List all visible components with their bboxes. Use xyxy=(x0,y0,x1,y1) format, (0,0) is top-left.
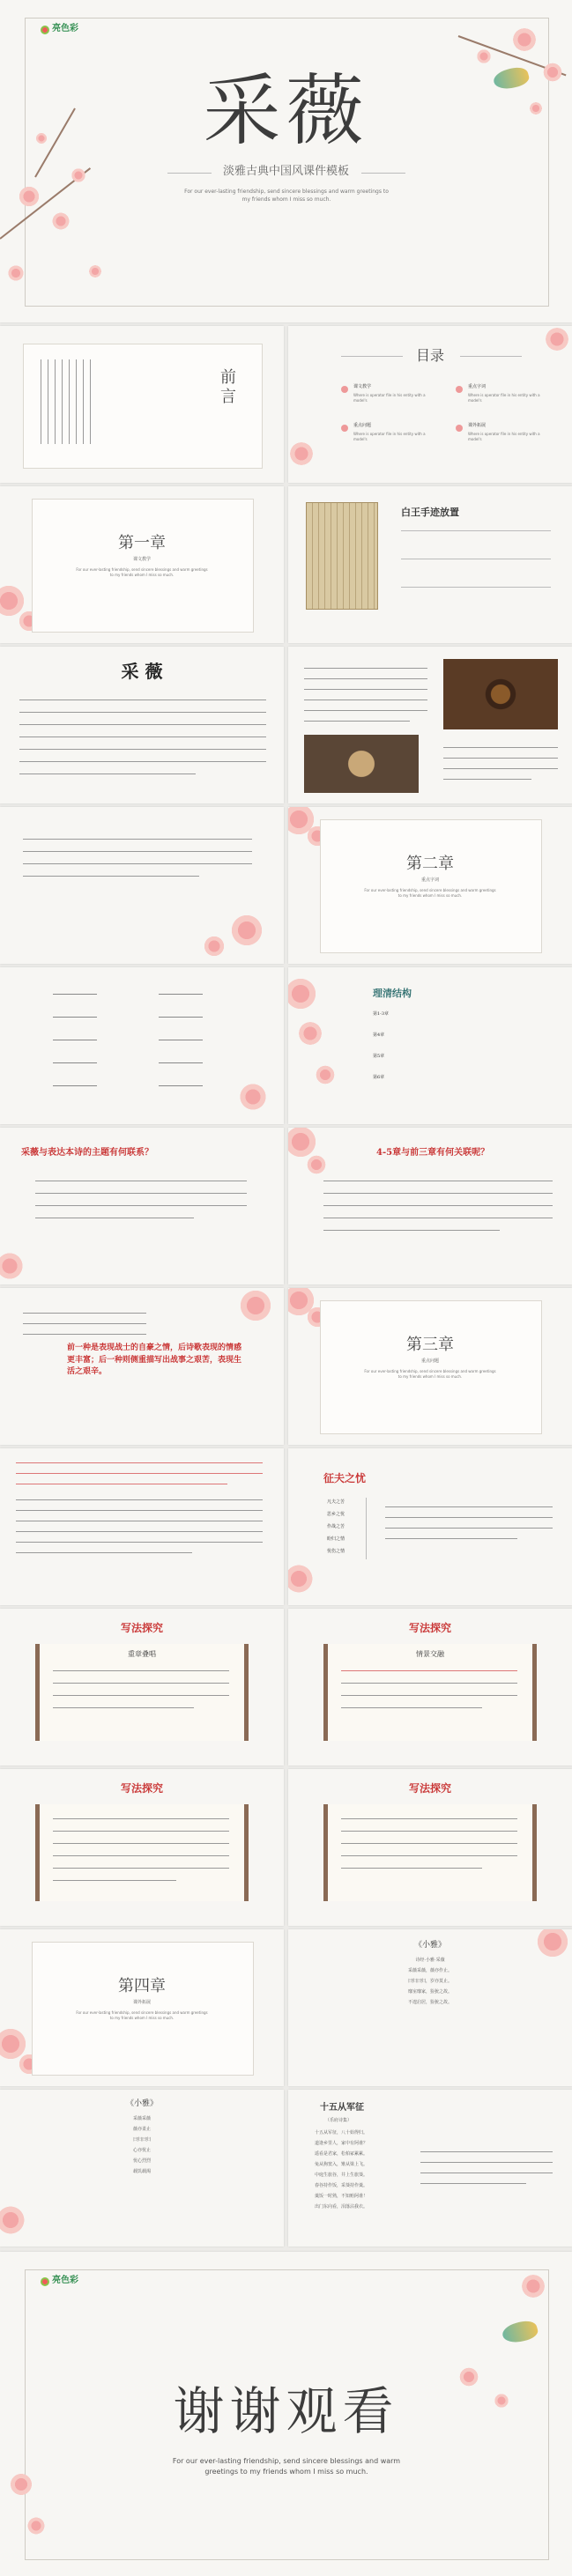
cover-title: 采薇 xyxy=(203,65,369,156)
chapter1-sub: 课文教学 xyxy=(132,557,151,562)
writing-method-slide-4[interactable] xyxy=(288,1769,572,1926)
toc-slide[interactable]: 目录 课文教学 Where is operator file in his entity with a model's 重点字词 Where is operator file in his entity with a model's 重点问题 Where is operator file in his entity with a model's 课外拓展 Where is operator file in his entity with a model's xyxy=(288,326,572,483)
xiaoya2-line: 心亦忧止 xyxy=(132,2148,151,2153)
writing-method-slide-3[interactable] xyxy=(0,1769,284,1926)
chapter4-slide[interactable] xyxy=(0,1929,284,2086)
structure-slide[interactable] xyxy=(288,967,572,1124)
worries-item: 盼归之情 xyxy=(327,1536,345,1542)
method3-title: 写法探究 xyxy=(120,1782,163,1795)
xiaoya2-line: 曰归曰归 xyxy=(132,2137,151,2143)
thanks-slide[interactable] xyxy=(0,2252,572,2576)
cover-slide[interactable] xyxy=(0,0,572,322)
analysis-slide[interactable] xyxy=(0,1448,284,1605)
chapter2-slide[interactable] xyxy=(288,807,572,964)
method2-heading: 情景交融 xyxy=(416,1650,444,1658)
worries-item: 思乡之忧 xyxy=(327,1512,345,1517)
structure-item: 第4章 xyxy=(373,1033,385,1038)
toc-title: 目录 xyxy=(415,347,444,364)
chapter4-english: For our ever-lasting friendship, send sincere blessings and warm greetings to my friends whom I miss so much. xyxy=(76,2010,208,2020)
worries-slide[interactable] xyxy=(288,1448,572,1605)
cover-rule-right xyxy=(361,173,405,174)
chapter4-sub: 课外拓展 xyxy=(132,2000,151,2005)
chapter4-title: 第四章 xyxy=(118,1977,166,1995)
contrast-slide[interactable] xyxy=(0,1288,284,1445)
xiaoya2-heading: 《小雅》 xyxy=(125,2099,158,2108)
poem2-line: 遥看是君家，松柏冢累累。 xyxy=(315,2151,368,2157)
chapter1-slide[interactable] xyxy=(0,486,284,643)
poem2-line: 羹饭一时熟，不知贻阿谁！ xyxy=(315,2194,368,2199)
xiaoya-slide-1[interactable] xyxy=(288,1929,572,2086)
worries-title: 征夫之忧 xyxy=(323,1472,367,1484)
writing-method-slide-1[interactable] xyxy=(0,1609,284,1765)
xiaoya1-line: 曰归曰归，岁亦莫止。 xyxy=(407,1979,452,1984)
preface-slide[interactable] xyxy=(0,326,284,483)
xiaoya2-line: 载饥载渴 xyxy=(132,2169,151,2174)
method2-title: 写法探究 xyxy=(408,1622,451,1634)
worries-item: 忧伤之情 xyxy=(327,1549,345,1554)
xiaoya1-line: 诗经·小雅·采薇 xyxy=(415,1958,445,1963)
photo-slide[interactable] xyxy=(288,647,572,803)
writing-method-slide-2[interactable] xyxy=(288,1609,572,1765)
logo-icon xyxy=(41,26,49,34)
method4-title: 写法探究 xyxy=(408,1782,451,1795)
chapter1-english: For our ever-lasting friendship, send sincere blessings and warm greetings to my friends whom I miss so much. xyxy=(76,567,208,577)
logo-icon xyxy=(41,2277,49,2286)
contrast-highlight: 前一种是表现战士的自豪之情，后诗歌表现的情感更丰富；后一种则侧重描写出战事之艰苦，表现生活之艰辛。 xyxy=(67,1344,242,1376)
chapter3-title: 第三章 xyxy=(406,1336,454,1354)
poem2-line: 兔从狗窦入，雉从梁上飞。 xyxy=(315,2162,368,2167)
manuscript-image xyxy=(306,502,378,610)
theme-question-slide[interactable] xyxy=(0,1128,284,1284)
poem2-line: 道逢乡里人，家中有阿谁？ xyxy=(315,2141,368,2146)
vocab-slide[interactable] xyxy=(0,967,284,1124)
chapter-relation-slide[interactable] xyxy=(288,1128,572,1284)
thanks-english: For our ever-lasting friendship, send sincere blessings and warm greetings to my friends whom I miss so much. xyxy=(172,2457,401,2476)
poem2-subtitle: （乐府诗集） xyxy=(325,2118,353,2123)
cover-frame xyxy=(25,18,549,307)
preface-heading: 前言 xyxy=(220,368,236,406)
worries-item: 凡夫之苦 xyxy=(327,1499,345,1505)
poem2-line: 十五从军征，八十始得归。 xyxy=(315,2130,368,2136)
fifteen-soldier-slide[interactable] xyxy=(288,2090,572,2247)
chapter2-title: 第二章 xyxy=(406,855,454,873)
structure-item: 第6章 xyxy=(373,1075,385,1080)
logo-text: 亮色彩 xyxy=(52,24,78,33)
worries-item: 作战之苦 xyxy=(327,1524,345,1529)
manuscript-slide[interactable] xyxy=(288,486,572,643)
poem2-line: 出门东向看，泪落沾我衣。 xyxy=(315,2204,368,2210)
cover-subtitle: 淡雅古典中国风课件模板 xyxy=(222,165,349,178)
poem2-line: 中庭生旅谷，井上生旅葵。 xyxy=(315,2173,368,2178)
structure-item: 第1-3章 xyxy=(373,1011,390,1017)
chapter3-slide[interactable] xyxy=(288,1288,572,1445)
notes-slide[interactable] xyxy=(0,807,284,964)
stone-photo xyxy=(304,735,419,793)
relation-question: 4-5章与前三章有何关联呢？ xyxy=(376,1148,490,1158)
xiaoya1-line: 不遑启居，猃狁之故。 xyxy=(407,2000,452,2005)
chapter1-title: 第一章 xyxy=(118,534,166,552)
chapter3-english: For our ever-lasting friendship, send sincere blessings and warm greetings to my friends whom I miss so much. xyxy=(364,1369,496,1379)
chapter2-sub: 重点字词 xyxy=(420,877,439,883)
structure-item: 第5章 xyxy=(373,1054,385,1059)
theme-question: 采薇与表达本诗的主题有何联系？ xyxy=(21,1148,153,1158)
xiaoya2-line: 薇亦柔止 xyxy=(132,2127,151,2132)
poem-slide[interactable] xyxy=(0,647,284,803)
xiaoya-slide-2[interactable] xyxy=(0,2090,284,2247)
xiaoya2-line: 忧心烈烈 xyxy=(132,2158,151,2164)
xiaoya1-line: 靡室靡家，猃狁之故。 xyxy=(407,1989,452,1995)
method1-heading: 重章叠唱 xyxy=(128,1650,156,1658)
logo-text: 亮色彩 xyxy=(52,2276,78,2285)
chapter3-sub: 重点问题 xyxy=(420,1358,439,1364)
xiaoya1-heading: 《小雅》 xyxy=(413,1941,446,1950)
structure-title: 理清结构 xyxy=(373,988,412,999)
door-knocker-photo xyxy=(443,659,558,729)
thanks-title: 谢谢观看 xyxy=(173,2381,399,2441)
method1-title: 写法探究 xyxy=(120,1622,163,1634)
poem2-title: 十五从军征 xyxy=(320,2103,364,2113)
xiaoya2-line: 采薇采薇 xyxy=(132,2116,151,2121)
chapter2-english: For our ever-lasting friendship, send sincere blessings and warm greetings to my friends whom I miss so much. xyxy=(364,888,496,898)
poem2-line: 舂谷持作饭，采葵持作羹。 xyxy=(315,2183,368,2188)
manuscript-heading: 白王手迹放置 xyxy=(401,507,459,518)
poem-title: 采 薇 xyxy=(121,661,163,682)
cover-english: For our ever-lasting friendship, send sincere blessings and warm greetings to my friends whom I miss so much. xyxy=(184,189,389,203)
xiaoya1-line: 采薇采薇，薇亦作止。 xyxy=(407,1968,452,1973)
